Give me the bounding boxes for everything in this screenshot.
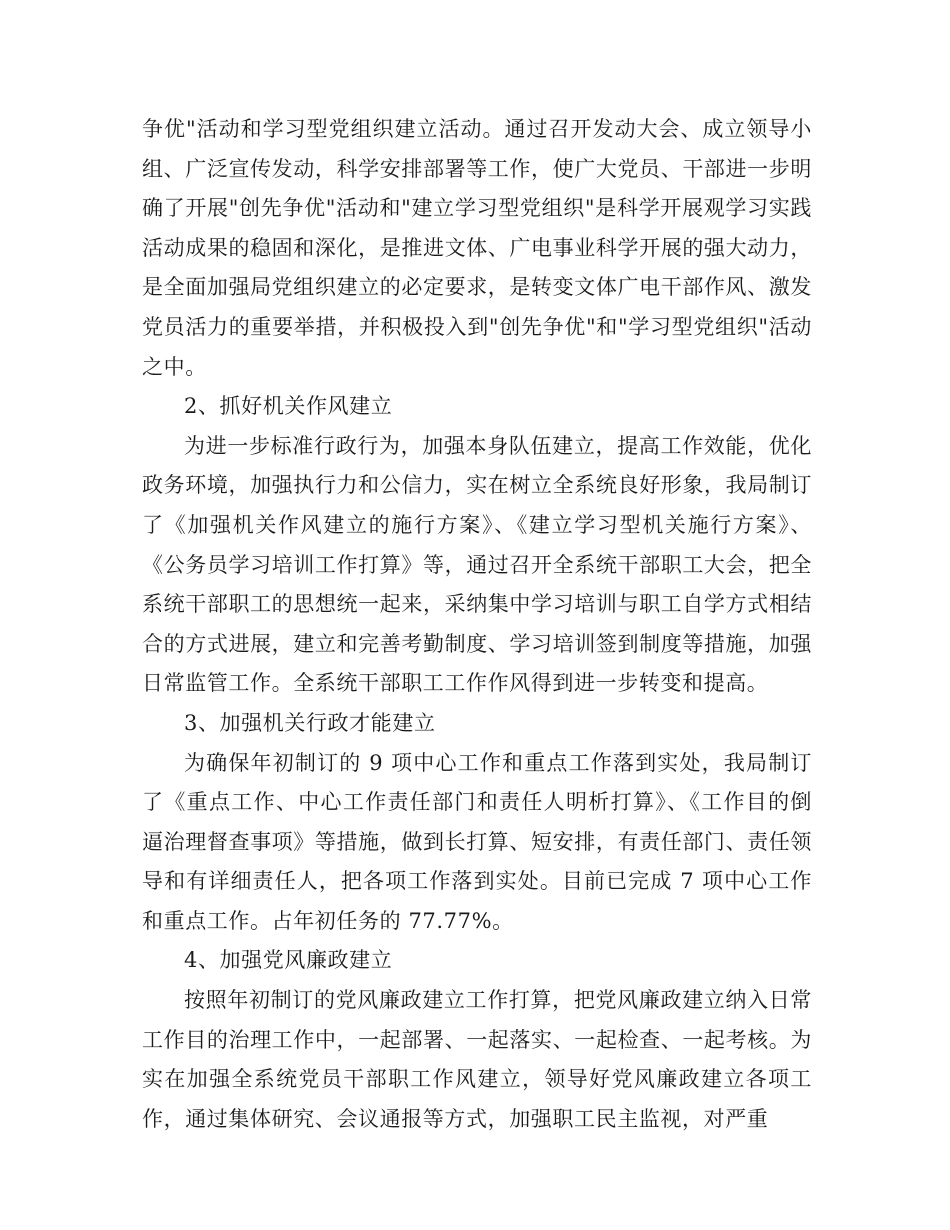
section-heading-3: 3、加强机关行政才能建立 bbox=[184, 710, 436, 735]
document-body bbox=[142, 110, 812, 1139]
body-paragraph: 为确保年初制订的 9 项中心工作和重点工作落到实处，我局制订了《重点工作、中心工作责任部门和责任人明析打算》、《工作目的倒逼治理督查事项》等措施，做到长打算、短安排，有责任部门、责任领导和有详细责任人，把各项工作落到实处。目前已完成 7 项中心工作和重点工作。占年初任务的 77.77%。 bbox=[142, 750, 812, 933]
body-paragraph: 为进一步标准行政行为，加强本身队伍建立，提高工作效能，优化政务环境，加强执行力和公信力，实在树立全系统良好形象，我局制订了《加强机关作风建立的施行方案》、《建立学习型机关施行方案》、《公务员学习培训工作打算》等，通过召开全系统干部职工大会，把全系统干部职工的思想统一起来，采纳集中学习培训与职工自学方式相结合的方式进展，建立和完善考勤制度、学习培训签到制度等措施，加强日常监管工作。全系统干部职工工作作风得到进一步转变和提高。 bbox=[142, 433, 812, 696]
body-paragraph: 按照年初制订的党风廉政建立工作打算，把党风廉政建立纳入日常工作目的治理工作中，一起部署、一起落实、一起检查、一起考核。为实在加强全系统党员干部职工作风建立，领导好党风廉政建立各项工作，通过集体研究、会议通报等方式，加强职工民主监视，对严重 bbox=[142, 988, 812, 1131]
section-heading-2: 2、抓好机关作风建立 bbox=[184, 394, 393, 419]
section-heading-4: 4、加强党风廉政建立 bbox=[184, 948, 393, 973]
body-paragraph: 争优"活动和学习型党组织建立活动。通过召开发动大会、成立领导小组、广泛宣传发动，科学安排部署等工作，使广大党员、干部进一步明确了开展"创先争优"活动和"建立学习型党组织"是科学开展观学习实践活动成果的稳固和深化，是推进文体、广电事业科学开展的强大动力，是全面加强局党组织建立的必定要求，是转变文体广电干部作风、激发党员活力的重要举措，并积极投入到"创先争优"和"学习型党组织"活动之中。 bbox=[142, 117, 812, 379]
